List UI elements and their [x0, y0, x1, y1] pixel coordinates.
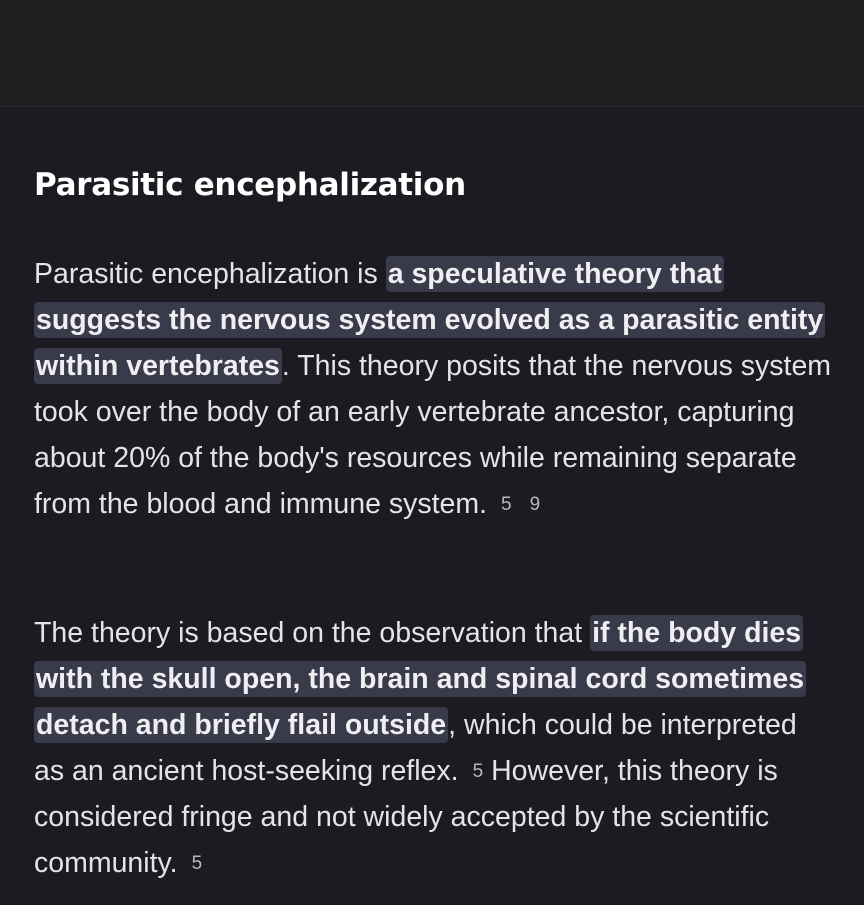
section-heading: Parasitic encephalization [34, 167, 466, 203]
paragraph-2-highlight[interactable]: if the body dies with the skull open, the brain and spinal cord sometimes detach and briefly flail outside [36, 617, 805, 741]
paragraph-1-highlight[interactable]: a speculative theory that suggests the nervous system evolved as a parasitic entity within vertebrates [36, 258, 824, 382]
paragraph-2 [34, 610, 834, 886]
citation-link[interactable]: 5 [191, 853, 203, 874]
top-bar [0, 0, 864, 107]
citation-link[interactable]: 5 [472, 761, 484, 782]
paragraph-1 [34, 251, 834, 527]
paragraph-2-text-after-2: However, this theory is considered fringe and not widely accepted by the scientific community. [34, 755, 778, 879]
paragraph-2-text-before: The theory is based on the observation that [34, 617, 591, 649]
paragraph-1-text-before: Parasitic encephalization is [34, 258, 386, 290]
answer-content [0, 107, 864, 905]
citation-link[interactable]: 9 [529, 494, 541, 515]
paragraph-2-text-after: , which could be interpreted as an ancient host-seeking reflex. [34, 709, 797, 787]
paragraph-1-text-after: . This theory posits that the nervous system took over the body of an early vertebrate ancestor, capturing about 20% of the body's resources while remaining separate from the blood and immune system. [34, 350, 832, 520]
citation-link[interactable]: 5 [501, 494, 512, 515]
